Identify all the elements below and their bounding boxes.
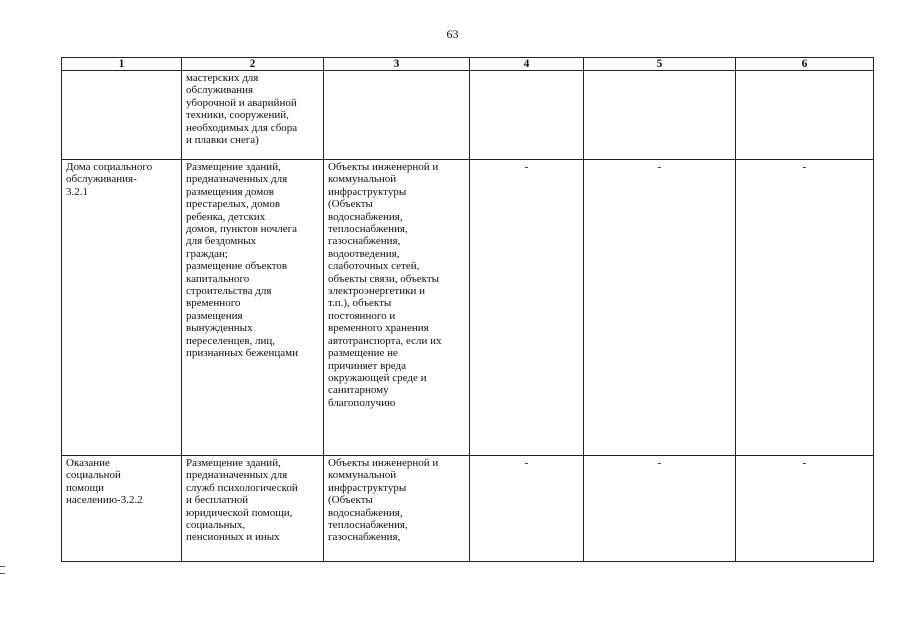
table-cell: -	[584, 160, 736, 456]
table-cell	[62, 71, 182, 160]
scan-edge-mark	[0, 566, 5, 574]
table-cell: Оказание социальной помощи населению-3.2.2	[62, 456, 182, 562]
column-header: 6	[736, 58, 874, 71]
table-cell	[736, 71, 874, 160]
table-cell: -	[736, 160, 874, 456]
table-cell: -	[736, 456, 874, 562]
table-cell: Дома социального обслуживания- 3.2.1	[62, 160, 182, 456]
table-cell	[470, 71, 584, 160]
column-header: 5	[584, 58, 736, 71]
table-cell: Объекты инженерной и коммунальной инфраструктуры (Объекты водоснабжения, теплоснабжения, газоснабжения, водоотведения, слаботочных сетей, объекты связи, объекты электроэнергетики и т.п.), объекты постоянного и временного хранения автотранспорта, если их размещение не причиняет вреда окружающей среде и санитарному благополучию	[324, 160, 470, 456]
column-header: 2	[182, 58, 324, 71]
page-number: 63	[446, 27, 459, 41]
table-cell: Размещение зданий, предназначенных для размещения домов престарелых, домов ребенка, детских домов, пунктов ночлега для бездомных граждан; размещение объектов капитального строительства для временного размещения вынужденных переселенцев, лиц, признанных беженцами	[182, 160, 324, 456]
table-row	[62, 71, 874, 160]
table-cell: мастерских для обслуживания уборочной и аварийной техники, сооружений, необходимых для сбора и плавки снега)	[182, 71, 324, 160]
column-header: 3	[324, 58, 470, 71]
table-cell: -	[470, 456, 584, 562]
table-row	[62, 160, 874, 456]
table-cell: Объекты инженерной и коммунальной инфраструктуры (Объекты водоснабжения, теплоснабжения, газоснабжения,	[324, 456, 470, 562]
table-cell	[584, 71, 736, 160]
table-row	[62, 456, 874, 562]
table-cell	[324, 71, 470, 160]
table-cell: Размещение зданий, предназначенных для служб психологической и бесплатной юридической помощи, социальных, пенсионных и иных	[182, 456, 324, 562]
column-header: 1	[62, 58, 182, 71]
land-use-table	[61, 57, 874, 562]
table-cell: -	[470, 160, 584, 456]
table-header-row	[62, 58, 874, 71]
column-header: 4	[470, 58, 584, 71]
table-cell: -	[584, 456, 736, 562]
